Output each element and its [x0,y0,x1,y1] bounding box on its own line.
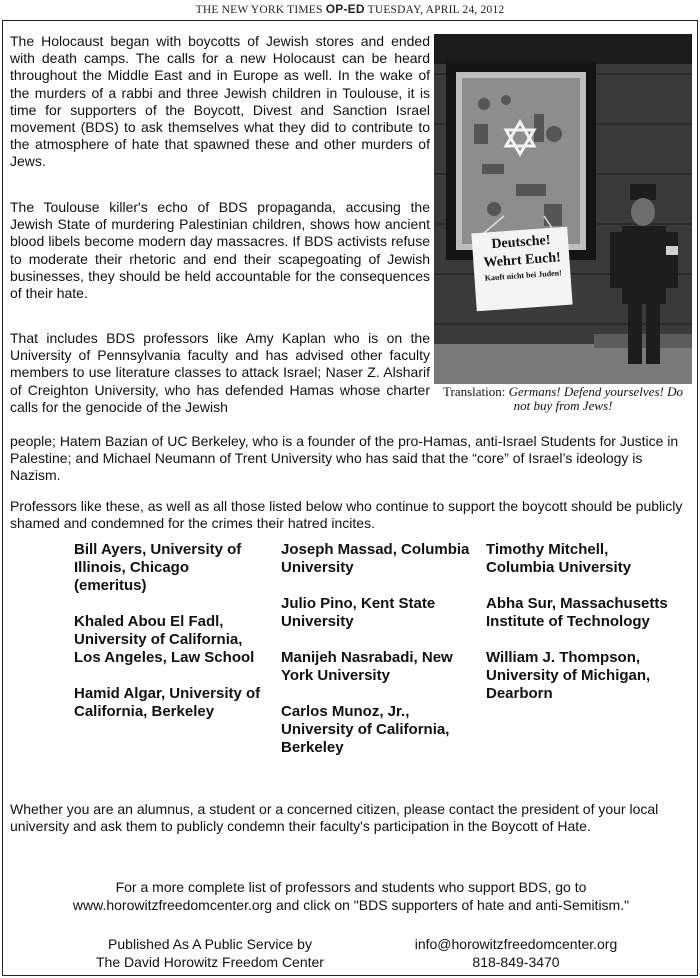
professors-column-1 [74,541,264,739]
paragraph-5: Whether you are an alumnus, a student or a concerned citizen, please contact the president of your local university and ask them to publicly condemn their faculty's participation in the Boycott of Hate. [10,801,659,835]
boycott-sign [474,231,569,284]
professor-entry: Abha Sur, Massachusetts Institute of Technology [486,595,668,630]
closing-line-1: For a more complete list of professors and students who support BDS, go to [115,879,587,895]
sign-line-3: Kauft nicht bei Juden! [484,268,563,283]
professor-entry: William J. Thompson, University of Michigan, Dearborn [486,649,651,702]
photo-caption [434,385,692,413]
paragraph-1: The Holocaust began with boycotts of Jewish stores and ended with death camps. The calls for a new Holocaust can be heard throughout the Middle East and in Europe as well. In the wake of the murders of a rabbi and three Jewish children in Toulouse, it is time for supporters of the Boycott, Divest and Sanction Israel movement (BDS) to ask themselves what they did to contribute to the atmosphere of hate that spawned these and other murders of Jews. [10,33,430,170]
masthead-date: TUESDAY, APRIL 24, 2012 [367,4,505,16]
masthead-section: OP-ED [325,2,365,16]
closing-line-2: www.horowitzfreedomcenter.org and click on "BDS supporters of hate and anti-Semitism." [72,896,630,913]
caption-translation: Germans! Defend yourselves! Do not buy from Jews! [508,384,683,413]
publisher-line-2: The David Horowitz Freedom Center [96,954,324,970]
paragraph-2: The Toulouse killer's echo of BDS propaganda, accusing the Jewish State of murdering Palestinian children, shows how ancient blood libels become modern day massacres. If BDS activists refuse to moderate their rhetoric and end their scapegoating of Jewish businesses, they should be held accountable for the consequences of their hate. [10,199,430,302]
sign-line-1: Deutsche! [490,232,551,253]
professor-entry: Timothy Mitchell, Columbia University [486,541,632,576]
professor-entry: Bill Ayers, University of Illinois, Chicago (emeritus) [74,541,242,594]
historical-photo-illustration [434,34,692,384]
masthead [0,2,700,18]
professor-entry: Hamid Algar, University of California, Berkeley [74,685,261,720]
paragraph-4: Professors like these, as well as all those listed below who continue to support the boycott should be publicly shamed and condemned for the crimes their hatred incites. [10,498,683,532]
publisher-credit [50,935,370,971]
historical-photo [434,34,692,384]
professor-entry: Joseph Massad, Columbia University [281,541,470,576]
caption-prefix: Translation: [443,384,509,399]
paragraph-3-continued: people; Hatem Bazian of UC Berkeley, who is a founder of the pro-Hamas, anti-Israel Students for Justice in Palestine; and Michael Neumann of Trent University who has said that the “core” of Israel’s ideology is Nazism. [10,433,679,484]
professor-entry: Khaled Abou El Fadl, University of California, Los Angeles, Law School [74,613,255,666]
professors-column-2 [281,541,471,775]
professor-entry: Manijeh Nasrabadi, New York University [281,649,453,684]
publisher-line-1: Published As A Public Service by [108,936,312,952]
closing-note [10,879,692,914]
contact-info [376,935,656,971]
professor-entry: Carlos Munoz, Jr., University of California, Berkeley [281,703,450,756]
professor-entry: Julio Pino, Kent State University [281,595,436,630]
paragraph-3: That includes BDS professors like Amy Kaplan who is on the University of Pennsylvania faculty and has advised other faculty members to use literature classes to attack Israel; Naser Z. Alsharif of Creighton University, who has defended Hamas whose charter calls for the genocide of the Jewish [10,330,430,415]
professors-column-3 [486,541,676,721]
contact-email: info@horowitzfreedomcenter.org [414,936,618,952]
sign-line-2: Wehrt Euch! [483,250,562,271]
contact-phone: 818-849-3470 [472,954,560,970]
masthead-paper: THE NEW YORK TIMES [195,4,323,16]
